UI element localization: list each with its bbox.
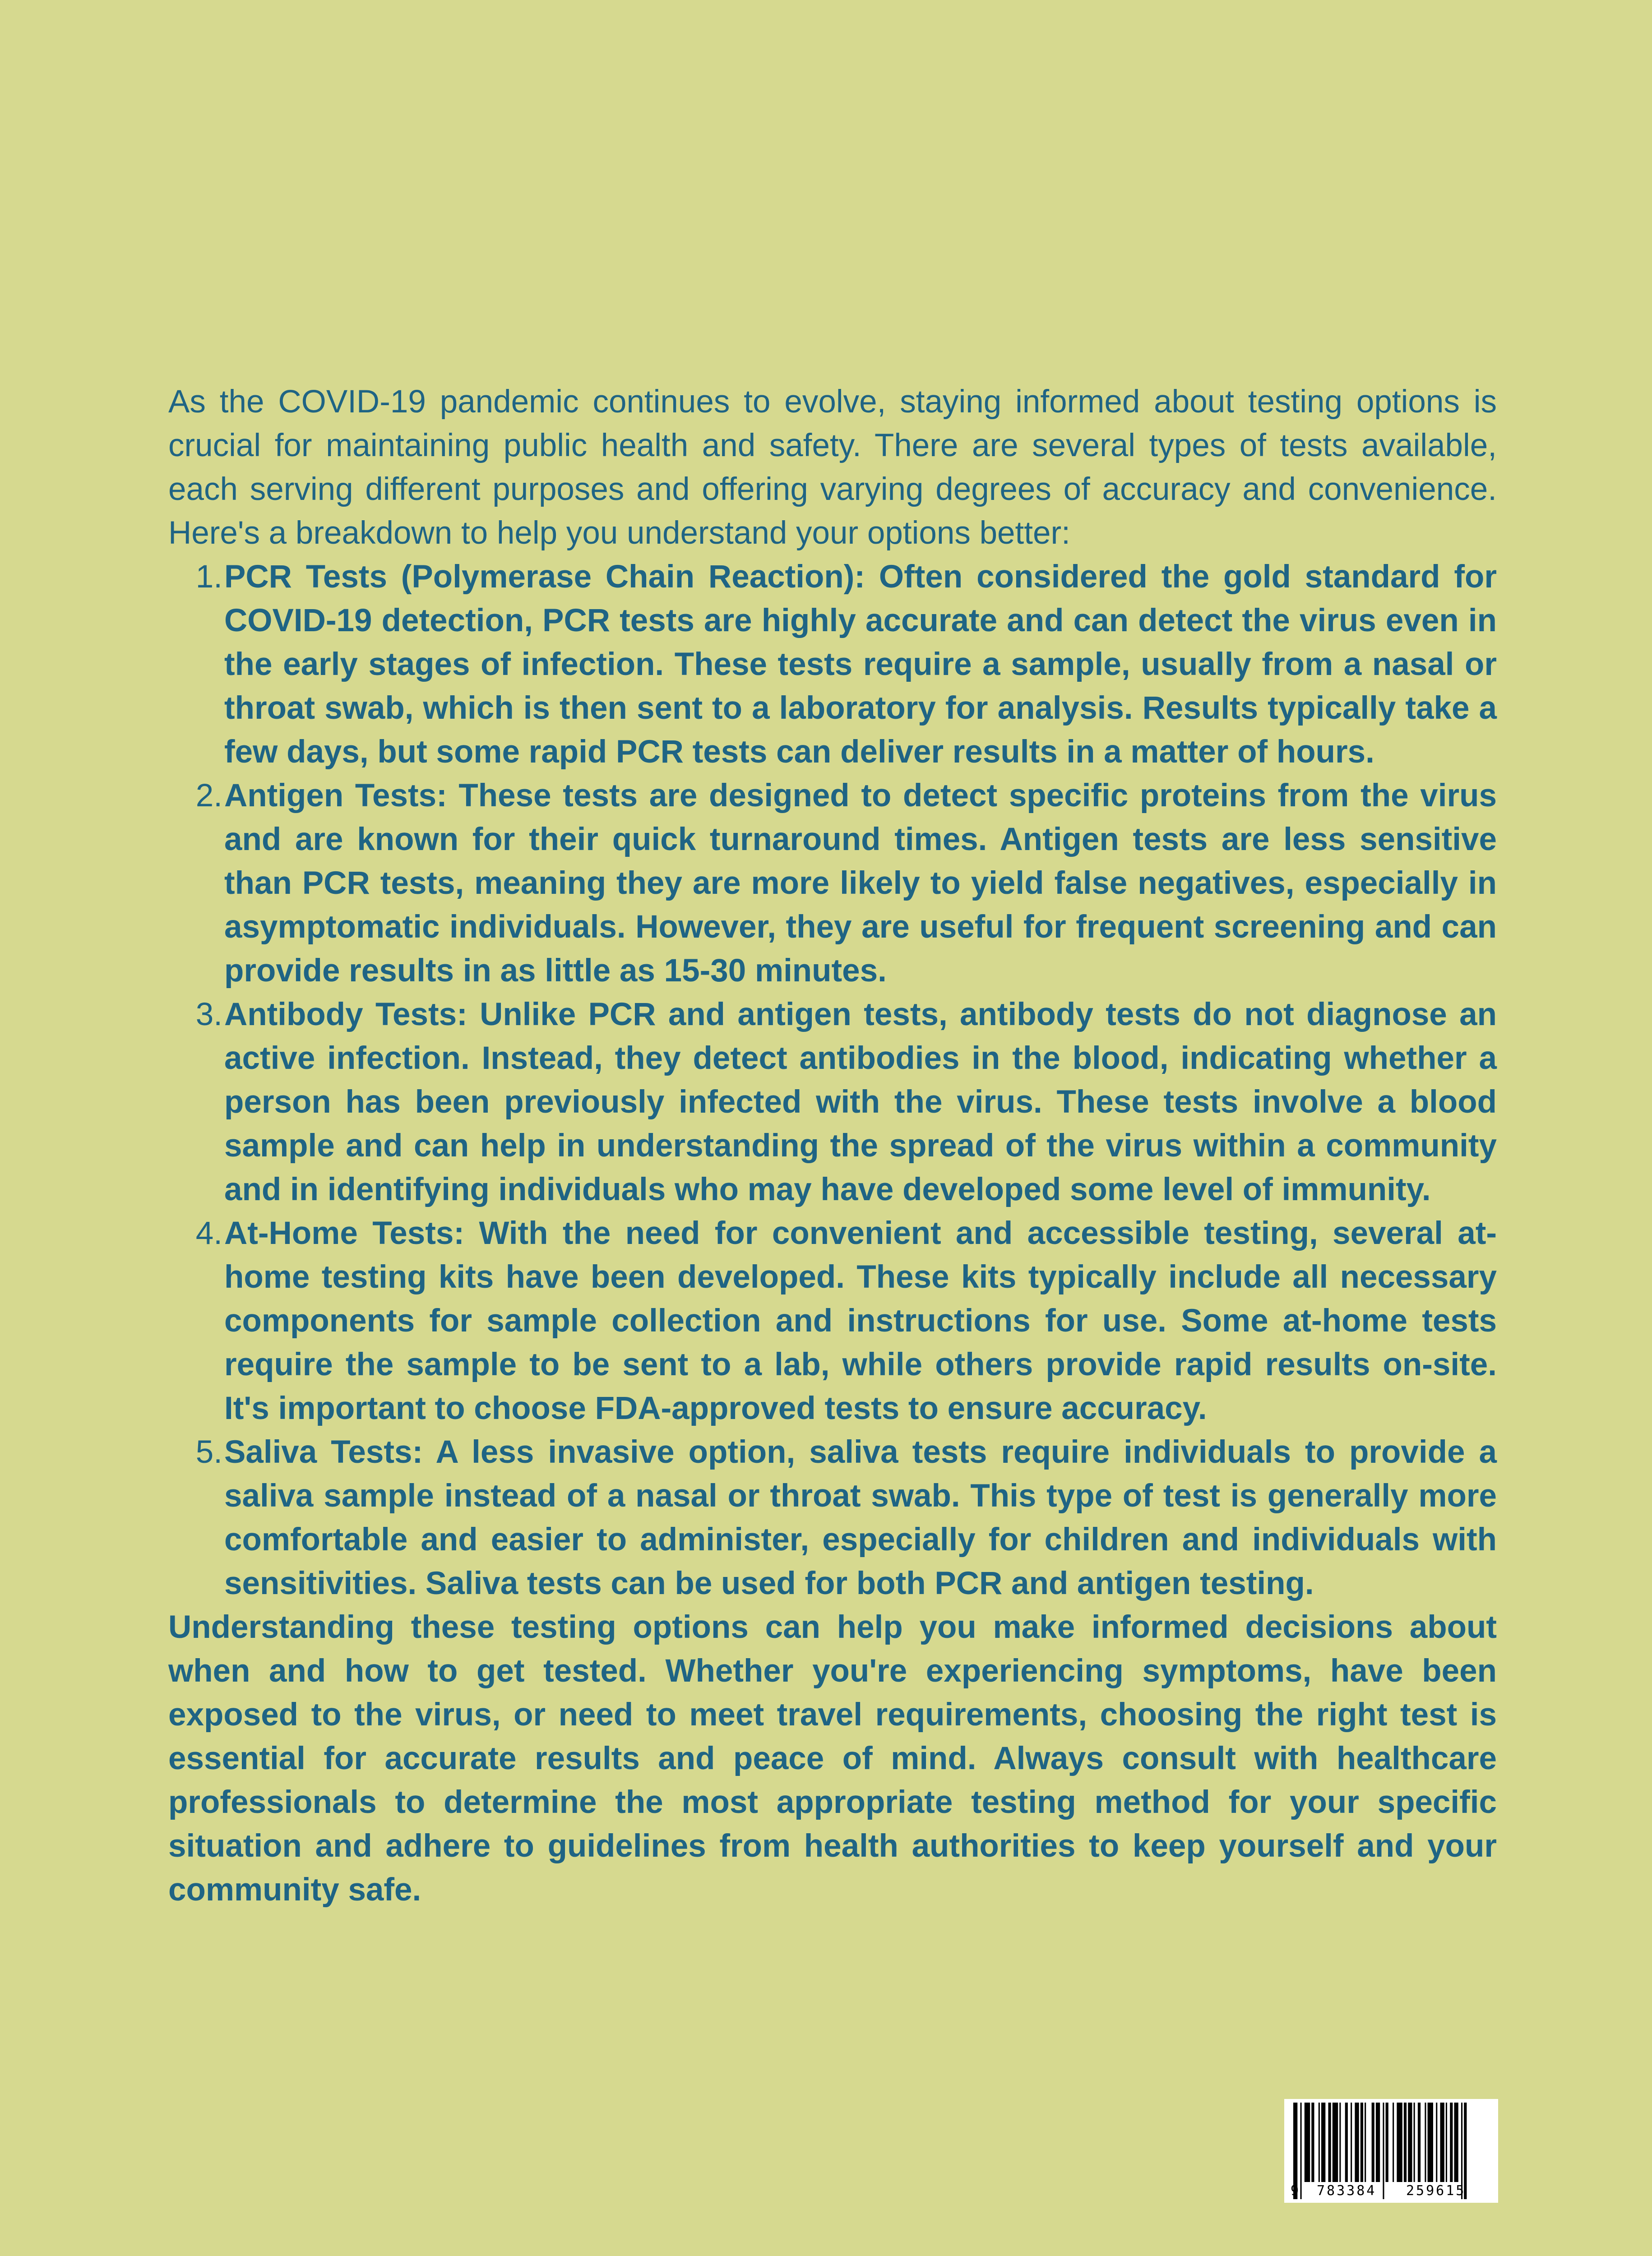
list-item-number: 2. (195, 778, 222, 814)
barcode-bar (1351, 2103, 1352, 2182)
barcode-bar (1333, 2103, 1338, 2182)
barcode-bar (1386, 2103, 1388, 2182)
barcode-bar (1319, 2103, 1320, 2182)
barcode-bar (1428, 2103, 1433, 2182)
barcode-bar (1321, 2103, 1325, 2182)
list-item-number: 4. (195, 1216, 222, 1251)
list-item-text: Antigen Tests: These tests are designed to detect specific proteins from the virus and are known for their quick turnaround times. Antigen tests are less sensitive than PCR tests, meaning they are more likely to yield false negatives, especially in asymptomatic individuals. However, they are useful for frequent screening and can provide results in as little as 15-30 minutes. (224, 778, 1497, 989)
barcode-bar (1311, 2103, 1314, 2182)
intro-paragraph: As the COVID-19 pandemic continues to evolve, staying informed about testing options is crucial for maintaining public health and safety. There are several types of tests available, each serving different purposes and offering varying degrees of accuracy and convenience. Here's a breakdown to help you understand your options better: (168, 384, 1497, 551)
barcode-bar (1376, 2103, 1380, 2182)
barcode-right-group: 259615 (1406, 2183, 1466, 2199)
barcode-bar (1440, 2103, 1444, 2182)
barcode-bar (1360, 2103, 1363, 2182)
barcode-bar (1372, 2103, 1374, 2182)
barcode-bar (1404, 2103, 1407, 2182)
list-item-text: Saliva Tests: A less invasive option, saliva tests require individuals to provide a saliva sample instead of a nasal or throat swab. This type of test is generally more comfortable and easier to administer, especially for children and individuals with sensitivities. Saliva tests can be used for both PCR and antigen testing. (224, 1434, 1497, 1601)
barcode-bar (1450, 2103, 1453, 2182)
barcode-bar (1345, 2103, 1348, 2182)
list-item (168, 555, 1497, 774)
barcode-bar (1355, 2103, 1359, 2182)
barcode-bar (1454, 2103, 1458, 2182)
conclusion-paragraph: Understanding these testing options can help you make informed decisions about when and how to get tested. Whether you're experiencing symptoms, have been exposed to the virus, or need to meet travel requirements, choosing the right test is essential for accurate results and peace of mind. Always consult with healthcare professionals to determine the most appropriate testing method for your specific situation and adhere to guidelines from health authorities to keep yourself and your community safe. (168, 1609, 1497, 1908)
barcode-bar (1393, 2103, 1394, 2182)
back-cover-text (168, 380, 1497, 1912)
barcode-bar (1414, 2103, 1415, 2182)
barcode-bar (1418, 2103, 1421, 2182)
list-item (168, 774, 1497, 993)
list-item-text: PCR Tests (Polymerase Chain Reaction): Often considered the gold standard for COVID-19 detection, PCR tests are highly accurate and can detect the virus even in the early stages of infection. These tests require a sample, usually from a nasal or throat swab, which is then sent to a laboratory for analysis. Results typically take a few days, but some rapid PCR tests can deliver results in a matter of hours. (224, 559, 1497, 770)
barcode-bar (1305, 2103, 1310, 2182)
list-item-number: 5. (195, 1434, 222, 1470)
list-item (168, 1211, 1497, 1430)
barcode-bar (1328, 2103, 1331, 2182)
barcode-digits (1284, 2182, 1498, 2200)
list-item (168, 993, 1497, 1211)
list-item-text: Antibody Tests: Unlike PCR and antigen tests, antibody tests do not diagnose an active infection. Instead, they detect antibodies in the blood, indicating whether a person has been previously infected with the virus. These tests involve a blood sample and can help in understanding the spread of the virus within a community and in identifying individuals who may have developed some level of immunity. (224, 997, 1497, 1207)
list-item (168, 1430, 1497, 1605)
list-item-number: 1. (195, 559, 222, 595)
barcode-bar (1446, 2103, 1447, 2182)
barcode-bar (1397, 2103, 1402, 2182)
isbn-barcode (1284, 2099, 1498, 2203)
barcode-bar (1408, 2103, 1412, 2182)
barcode-bar (1436, 2103, 1437, 2182)
barcode-first-digit: 9 (1291, 2183, 1299, 2199)
barcode-left-group: 783384 (1317, 2183, 1377, 2199)
barcode-bar (1339, 2103, 1341, 2182)
barcode-bar (1425, 2103, 1426, 2182)
list-item-number: 3. (195, 997, 222, 1032)
barcode-bar (1365, 2103, 1366, 2182)
list-item-text: At-Home Tests: With the need for convenient and accessible testing, several at-home testing kits have been developed. These kits typically include all necessary components for sample collection and instructions for use. Some at-home tests require the sample to be sent to a lab, while others provide rapid results on-site. It's important to choose FDA-approved tests to ensure accuracy. (224, 1216, 1497, 1426)
test-types-list (168, 555, 1497, 1605)
